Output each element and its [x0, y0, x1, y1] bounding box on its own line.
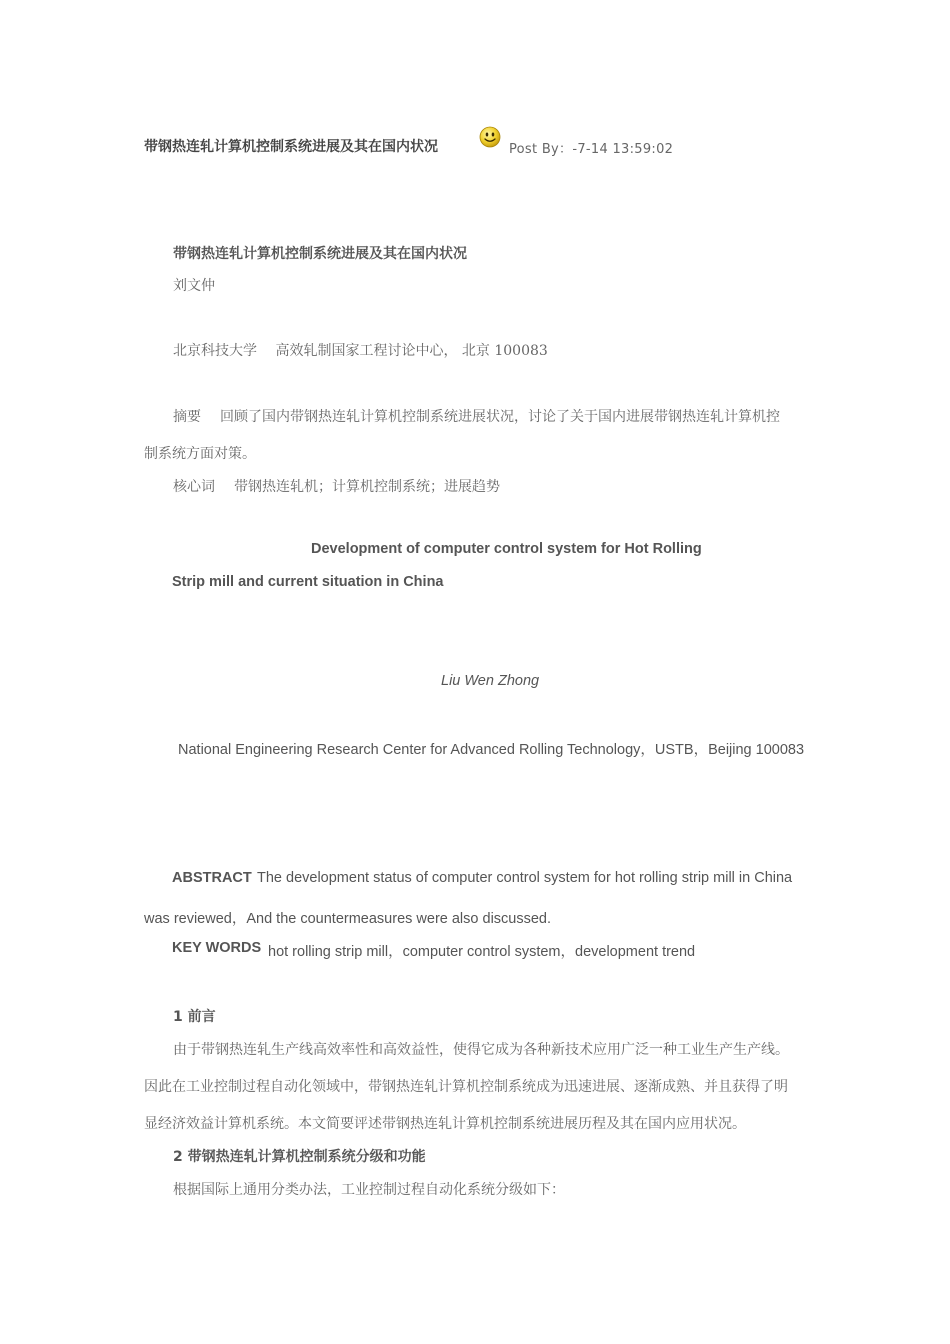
english-title-line1: Development of computer control system for Hot Rolling: [311, 541, 702, 557]
abstract-text-line2: 制系统方面对策。: [144, 446, 256, 462]
section-1-paragraph-line2: 因此在工业控制过程自动化领域中，带钢热连轧计算机控制系统成为迅速进展、逐渐成熟、并且获得了明: [144, 1079, 788, 1095]
post-timestamp: Post By：-7-14 13:59:02: [509, 142, 674, 157]
english-affiliation: National Engineering Research Center for Advanced Rolling Technology，USTB，Beijing 100083: [178, 742, 805, 758]
keywords-text: 带钢热连轧机；计算机控制系统；进展趋势: [234, 479, 500, 495]
english-author: Liu Wen Zhong: [441, 673, 540, 689]
section-2-heading: 2 带钢热连轧计算机控制系统分级和功能: [173, 1149, 426, 1165]
section-2-paragraph-line1: 根据国际上通用分类办法，工业控制过程自动化系统分级如下：: [173, 1182, 565, 1198]
english-abstract-label: ABSTRACT: [172, 870, 252, 886]
affiliation: 北京科技大学 高效轧制国家工程讨论中心， 北京 100083: [173, 343, 548, 359]
article-title: 带钢热连轧计算机控制系统进展及其在国内状况: [173, 246, 467, 262]
english-keywords-text: hot rolling strip mill，computer control system，development trend: [268, 944, 696, 960]
english-abstract-line1: The development status of computer control system for hot rolling strip mill in China: [257, 870, 793, 886]
post-title[interactable]: 带钢热连轧计算机控制系统进展及其在国内状况: [144, 139, 438, 155]
section-1-paragraph-line1: 由于带钢热连轧生产线高效率性和高效益性，使得它成为各种新技术应用广泛一种工业生产生产线。: [173, 1042, 789, 1058]
smiley-face-icon: [479, 126, 501, 148]
abstract-label: 摘要: [173, 409, 201, 425]
author-name: 刘文仲: [173, 278, 215, 294]
english-title-line2: Strip mill and current situation in China: [172, 574, 444, 590]
keywords-label: 核心词: [173, 479, 215, 495]
abstract-text-line1: 回顾了国内带钢热连轧计算机控制系统进展状况，讨论了关于国内进展带钢热连轧计算机控: [220, 409, 780, 425]
english-keywords-label: KEY WORDS: [172, 940, 262, 956]
section-1-paragraph-line3: 显经济效益计算机系统。本文简要评述带钢热连轧计算机控制系统进展历程及其在国内应用状况。: [144, 1116, 746, 1132]
section-1-heading: 1 前言: [173, 1009, 216, 1025]
english-abstract-line2: was reviewed，And the countermeasures were also discussed.: [144, 911, 552, 927]
